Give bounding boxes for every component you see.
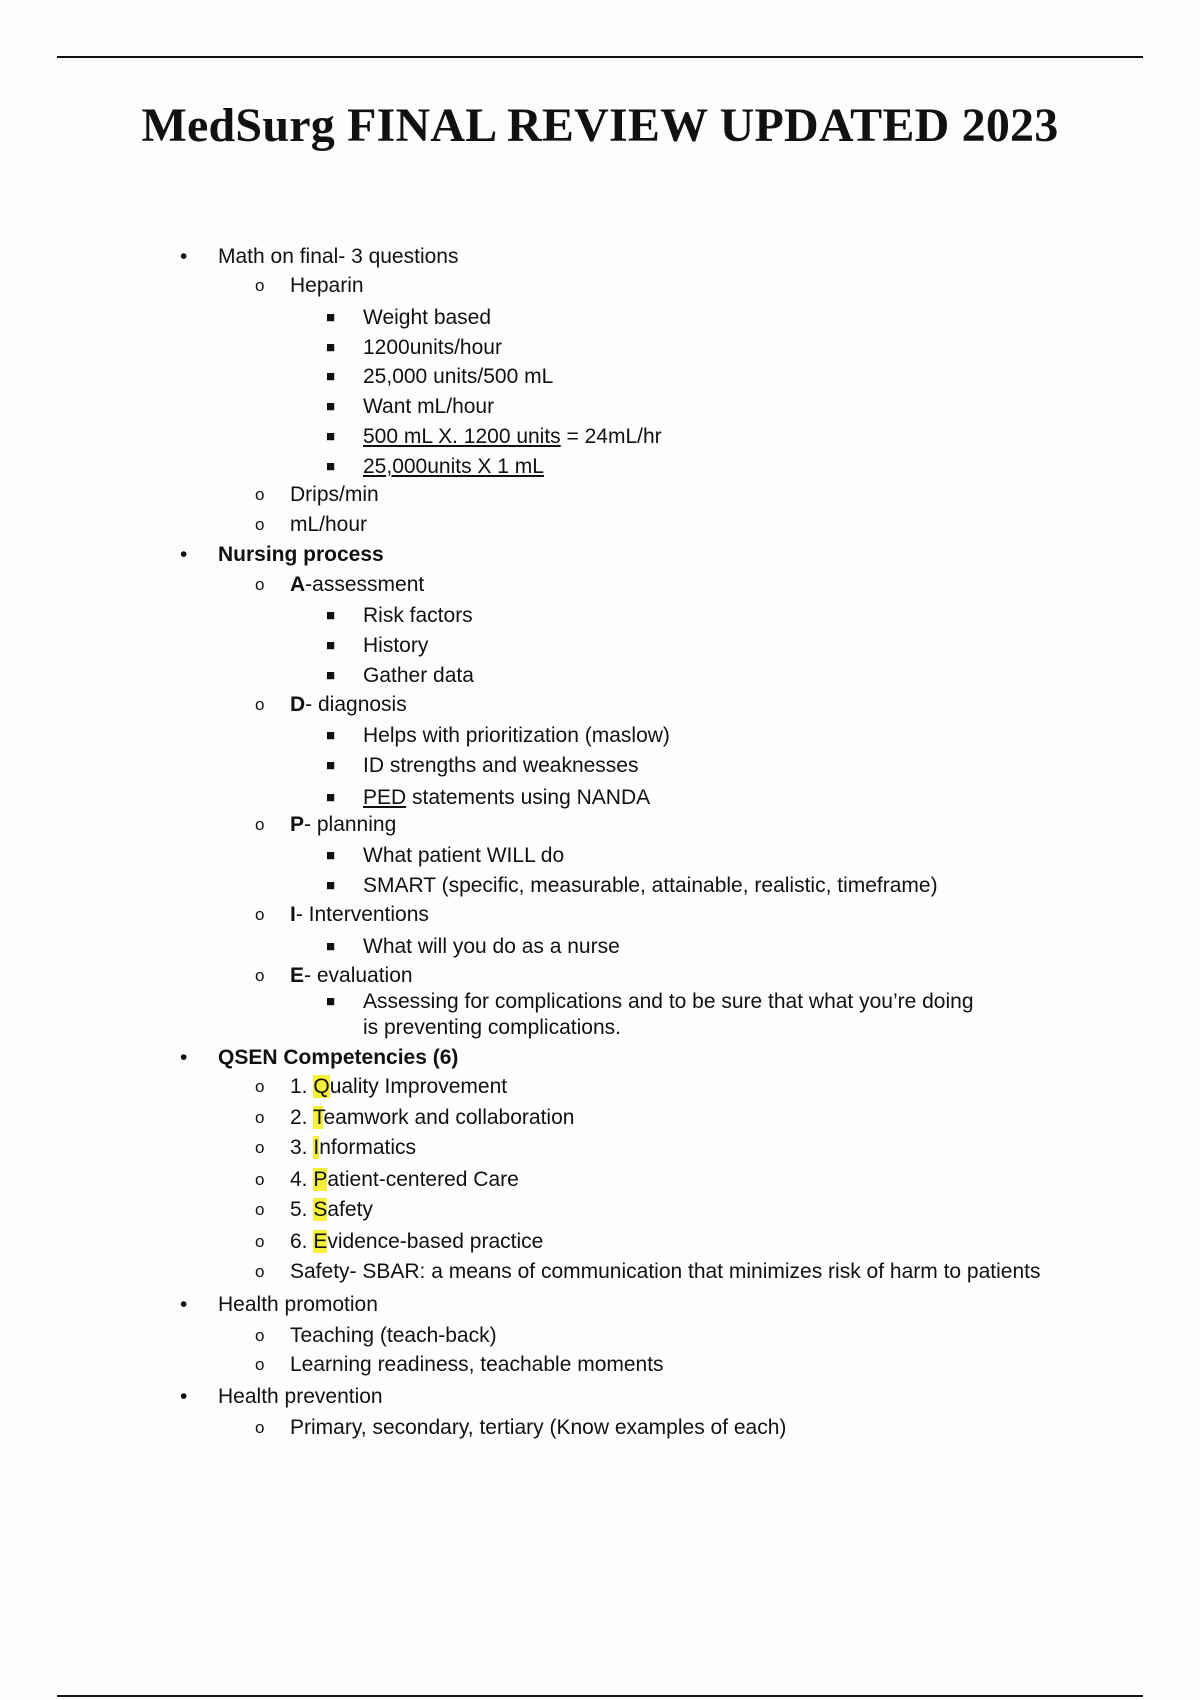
square-bullet-icon: ■ — [326, 368, 336, 385]
list-item: Weight based — [363, 306, 492, 329]
list-item — [290, 1105, 574, 1131]
item-number: 6. — [290, 1230, 314, 1253]
bullet-icon: • — [180, 1385, 188, 1408]
square-bullet-icon: ■ — [326, 847, 336, 864]
list-item — [290, 902, 429, 928]
list-item — [290, 1074, 507, 1100]
circle-bullet-icon: o — [255, 815, 265, 834]
step-letter: I — [290, 903, 296, 926]
item-number: 1. — [290, 1075, 314, 1098]
circle-bullet-icon: o — [255, 1355, 265, 1374]
ped-term: PED — [363, 786, 407, 809]
circle-bullet-icon: o — [255, 1138, 265, 1157]
circle-bullet-icon: o — [255, 1418, 265, 1437]
calc-result: = 24mL/hr — [560, 425, 662, 448]
list-item — [290, 963, 413, 989]
bottom-rule — [57, 1695, 1143, 1697]
list-item — [290, 572, 424, 598]
list-item: Heparin — [290, 274, 364, 297]
circle-bullet-icon: o — [255, 1108, 265, 1127]
circle-bullet-icon: o — [255, 575, 265, 594]
section-heading-promotion: Health promotion — [218, 1293, 378, 1316]
square-bullet-icon: ■ — [326, 607, 336, 624]
section-heading-prevention: Health prevention — [218, 1385, 383, 1408]
circle-bullet-icon: o — [255, 1200, 265, 1219]
item-number: 2. — [290, 1106, 313, 1129]
page-title: MedSurg FINAL REVIEW UPDATED 2023 — [141, 99, 1059, 152]
highlighted-letter: S — [313, 1198, 328, 1221]
item-rest: afety — [327, 1198, 373, 1221]
circle-bullet-icon: o — [255, 1262, 265, 1281]
calc-numerator: 500 mL X. 1200 units — [363, 425, 561, 448]
step-letter: A — [290, 573, 306, 596]
section-heading-qsen: QSEN Competencies (6) — [218, 1046, 459, 1069]
section-heading-math: Math on final- 3 questions — [218, 245, 459, 268]
list-item: SMART (specific, measurable, attainable, realistic, timeframe) — [363, 874, 938, 897]
circle-bullet-icon: o — [255, 1232, 265, 1251]
list-item: Risk factors — [363, 604, 473, 627]
list-item — [363, 785, 650, 811]
list-item: What patient WILL do — [363, 844, 565, 867]
circle-bullet-icon: o — [255, 695, 265, 714]
list-item — [290, 1197, 373, 1223]
calc-denominator: 25,000units X 1 mL — [363, 455, 544, 478]
list-item: Drips/min — [290, 483, 379, 506]
bullet-icon: • — [180, 543, 188, 566]
step-letter: E — [290, 964, 305, 987]
circle-bullet-icon: o — [255, 1326, 265, 1345]
list-item: Assessing for complications and to be sure that what you’re doing — [363, 990, 974, 1013]
square-bullet-icon: ■ — [326, 398, 336, 415]
list-item: History — [363, 634, 429, 657]
ped-rest: statements using NANDA — [406, 786, 651, 809]
square-bullet-icon: ■ — [326, 428, 336, 445]
step-text: - planning — [304, 813, 397, 836]
list-item-continuation: is preventing complications. — [363, 1016, 621, 1039]
square-bullet-icon: ■ — [326, 877, 336, 894]
circle-bullet-icon: o — [255, 1170, 265, 1189]
square-bullet-icon: ■ — [326, 789, 336, 806]
square-bullet-icon: ■ — [326, 458, 336, 475]
list-item: Helps with prioritization (maslow) — [363, 724, 670, 747]
square-bullet-icon: ■ — [326, 667, 336, 684]
list-item: Teaching (teach-back) — [290, 1324, 497, 1347]
step-text: - evaluation — [304, 964, 413, 987]
bullet-icon: • — [180, 245, 188, 268]
list-item: Gather data — [363, 664, 474, 687]
step-text: - Interventions — [295, 903, 429, 926]
list-item — [363, 424, 662, 450]
square-bullet-icon: ■ — [326, 757, 336, 774]
item-rest: nformatics — [319, 1136, 417, 1159]
square-bullet-icon: ■ — [326, 993, 336, 1010]
list-item: Learning readiness, teachable moments — [290, 1353, 664, 1376]
square-bullet-icon: ■ — [326, 637, 336, 654]
list-item: Primary, secondary, tertiary (Know examples of each) — [290, 1416, 787, 1439]
step-text: - diagnosis — [305, 693, 407, 716]
bullet-icon: • — [180, 1046, 188, 1069]
circle-bullet-icon: o — [255, 515, 265, 534]
list-item: 1200units/hour — [363, 336, 502, 359]
highlighted-letter: P — [313, 1168, 328, 1191]
circle-bullet-icon: o — [255, 1077, 265, 1096]
item-rest: eamwork and collaboration — [323, 1106, 575, 1129]
list-item: Want mL/hour — [363, 395, 495, 418]
list-item: ID strengths and weaknesses — [363, 754, 639, 777]
list-item — [290, 692, 407, 718]
list-item: mL/hour — [290, 513, 368, 536]
circle-bullet-icon: o — [255, 966, 265, 985]
square-bullet-icon: ■ — [326, 727, 336, 744]
item-number: 4. — [290, 1168, 314, 1191]
list-item — [290, 812, 396, 838]
list-item — [290, 1229, 543, 1255]
square-bullet-icon: ■ — [326, 938, 336, 955]
circle-bullet-icon: o — [255, 485, 265, 504]
highlighted-letter: E — [313, 1230, 328, 1253]
square-bullet-icon: ■ — [326, 339, 336, 356]
section-heading-nursing: Nursing process — [218, 543, 384, 566]
item-number: 5. — [290, 1198, 314, 1221]
list-item: 25,000 units/500 mL — [363, 365, 554, 388]
highlighted-letter: I — [313, 1136, 320, 1159]
circle-bullet-icon: o — [255, 905, 265, 924]
circle-bullet-icon: o — [255, 276, 265, 295]
step-text: -assessment — [305, 573, 425, 596]
item-number: 3. — [290, 1136, 314, 1159]
step-letter: P — [290, 813, 305, 836]
step-letter: D — [290, 693, 306, 716]
list-item: What will you do as a nurse — [363, 935, 620, 958]
item-rest: vidence-based practice — [327, 1230, 544, 1253]
list-item — [290, 1167, 519, 1193]
highlighted-letter: T — [312, 1106, 324, 1129]
highlighted-letter: Q — [313, 1075, 330, 1098]
item-rest: uality Improvement — [329, 1075, 508, 1098]
square-bullet-icon: ■ — [326, 309, 336, 326]
list-item: Safety- SBAR: a means of communication that minimizes risk of harm to patients — [290, 1260, 1041, 1283]
bullet-icon: • — [180, 1293, 188, 1316]
item-rest: atient-centered Care — [327, 1168, 519, 1191]
list-item — [290, 1135, 416, 1161]
